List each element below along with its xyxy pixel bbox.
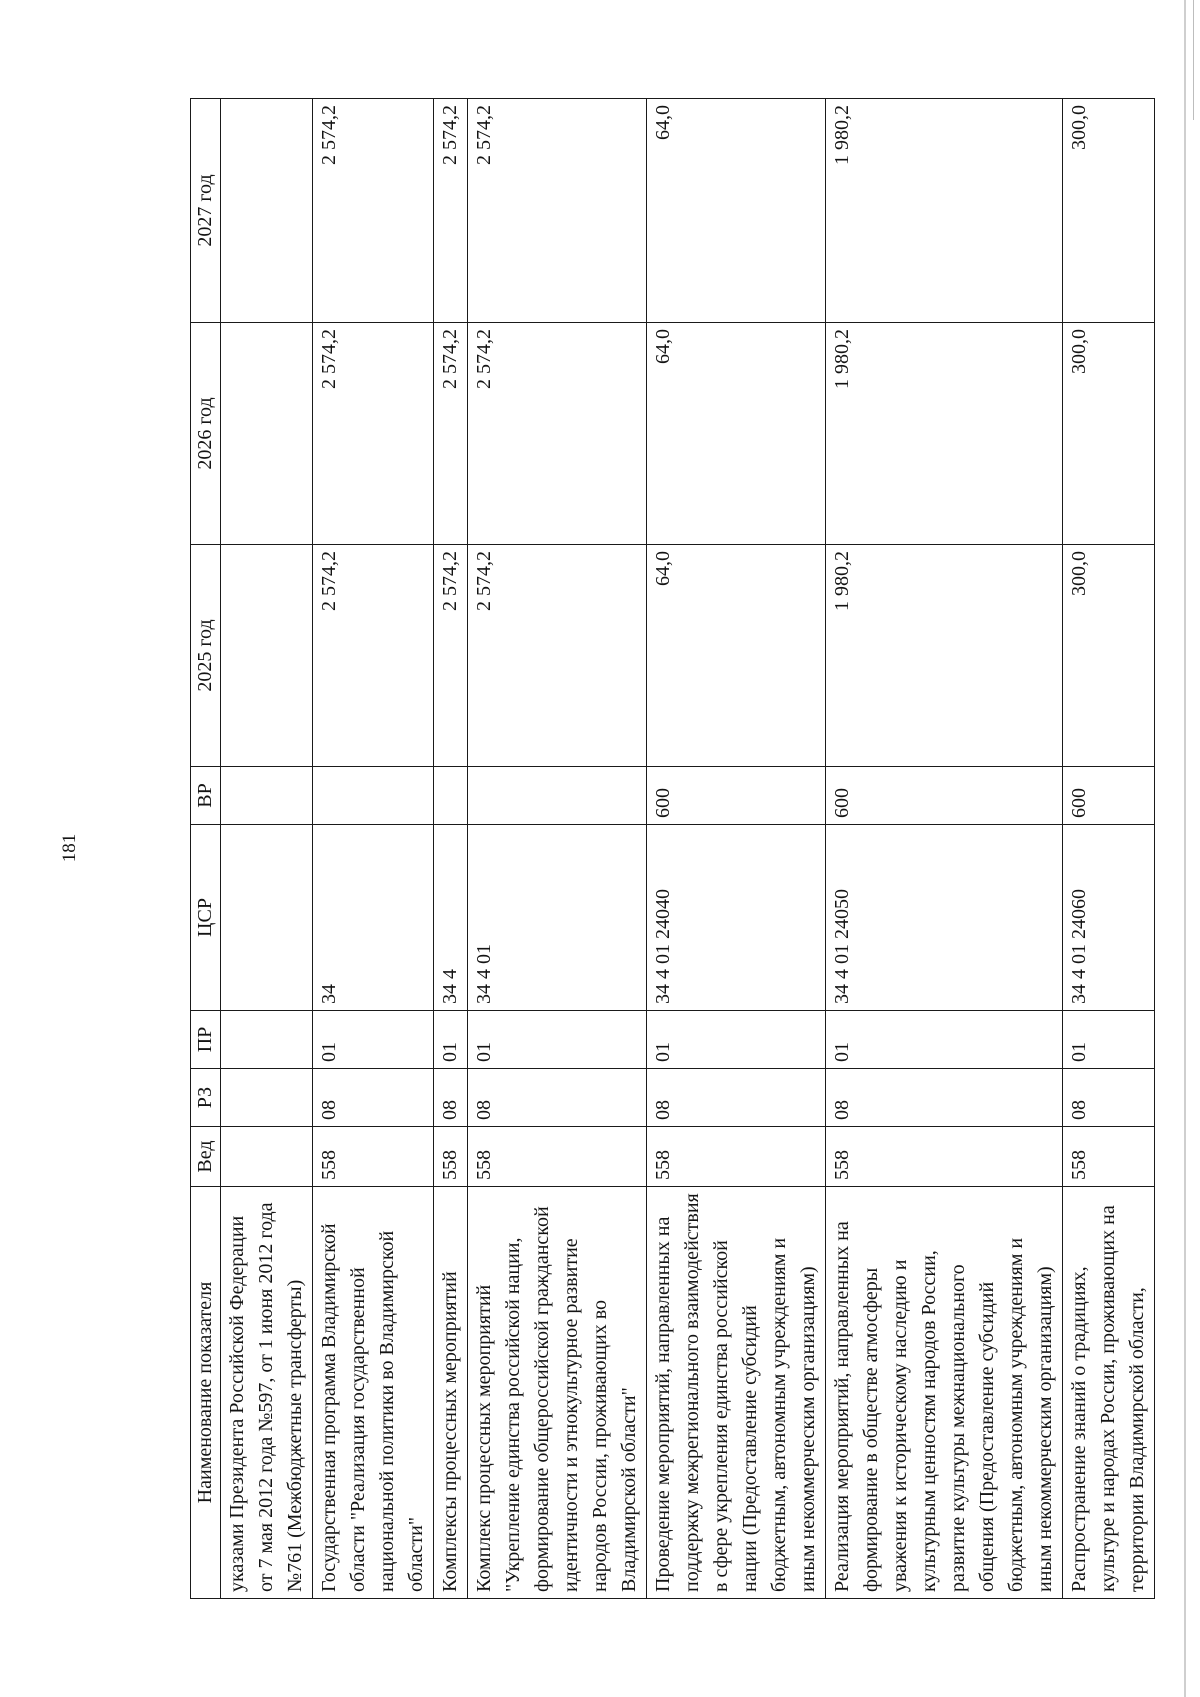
table-header-row [191, 99, 221, 1599]
rotated-table-container [190, 99, 1148, 1599]
header-csr: ЦСР [191, 825, 221, 1011]
cell-vr: 600 [647, 767, 826, 825]
cell-csr: 34 [313, 825, 434, 1011]
cell-rz: 08 [826, 1069, 1063, 1127]
table-row [221, 99, 313, 1599]
cell-2027: 300,0 [1063, 99, 1155, 323]
cell-pr [221, 1011, 313, 1069]
cell-pr: 01 [434, 1011, 468, 1069]
cell-ved: 558 [468, 1127, 647, 1187]
budget-table [190, 98, 1155, 1599]
cell-name: Проведение мероприятий, направленных на поддержку межрегионального взаимодействия в сфере укрепления единства российской нации (Предоставление субсидий бюджетным, автономным учреждениям и иным некоммерческим организациям) [647, 1187, 826, 1599]
cell-rz: 08 [434, 1069, 468, 1127]
cell-pr: 01 [826, 1011, 1063, 1069]
cell-csr: 34 4 [434, 825, 468, 1011]
table-row [468, 99, 647, 1599]
cell-rz: 08 [647, 1069, 826, 1127]
cell-pr: 01 [647, 1011, 826, 1069]
cell-2025: 2 574,2 [468, 545, 647, 767]
cell-2027: 1 980,2 [826, 99, 1063, 323]
cell-name: Реализация мероприятий, направленных на формирование в обществе атмосферы уважения к историческому наследию и культурным ценностям народов России, развитие культуры межнационального общения (Предоставление субсидий бюджетным, автономным учреждениям и иным некоммерческим организациям) [826, 1187, 1063, 1599]
cell-csr: 34 4 01 24040 [647, 825, 826, 1011]
header-pr: ПР [191, 1011, 221, 1069]
cell-pr: 01 [313, 1011, 434, 1069]
cell-2026: 300,0 [1063, 323, 1155, 545]
table-row [826, 99, 1063, 1599]
cell-ved: 558 [826, 1127, 1063, 1187]
cell-csr: 34 4 01 24060 [1063, 825, 1155, 1011]
cell-2027: 2 574,2 [313, 99, 434, 323]
cell-name: Государственная программа Владимирской области "Реализация государственной национальной политики во Владимирской области" [313, 1187, 434, 1599]
cell-vr [468, 767, 647, 825]
cell-csr: 34 4 01 [468, 825, 647, 1011]
cell-ved: 558 [434, 1127, 468, 1187]
cell-rz [221, 1069, 313, 1127]
cell-2026 [221, 323, 313, 545]
table-row [647, 99, 826, 1599]
cell-2027 [221, 99, 313, 323]
header-2026: 2026 год [191, 323, 221, 545]
cell-rz: 08 [468, 1069, 647, 1127]
table-row [313, 99, 434, 1599]
header-vr: ВР [191, 767, 221, 825]
cell-vr [221, 767, 313, 825]
cell-csr: 34 4 01 24050 [826, 825, 1063, 1011]
cell-2026: 2 574,2 [468, 323, 647, 545]
cell-name: Комплекс процессных мероприятий "Укрепление единства российской нации, формирование общероссийской гражданской идентичности и этнокультурное развитие народов России, проживающих во Владимирской области" [468, 1187, 647, 1599]
cell-pr: 01 [1063, 1011, 1155, 1069]
cell-pr: 01 [468, 1011, 647, 1069]
cell-2027: 64,0 [647, 99, 826, 323]
cell-name: Комплексы процессных мероприятий [434, 1187, 468, 1599]
cell-rz: 08 [313, 1069, 434, 1127]
cell-2027: 2 574,2 [434, 99, 468, 323]
cell-2026: 2 574,2 [434, 323, 468, 545]
scan-edge [1184, 0, 1186, 1697]
page-number: 181 [59, 833, 80, 863]
cell-ved: 558 [647, 1127, 826, 1187]
cell-2025: 1 980,2 [826, 545, 1063, 767]
cell-ved: 558 [1063, 1127, 1155, 1187]
cell-ved: 558 [313, 1127, 434, 1187]
cell-2027: 2 574,2 [468, 99, 647, 323]
cell-2025: 2 574,2 [434, 545, 468, 767]
cell-name: указами Президента Российской Федерации от 7 мая 2012 года №597, от 1 июня 2012 года №761 (Межбюджетные трансферты) [221, 1187, 313, 1599]
cell-2026: 2 574,2 [313, 323, 434, 545]
cell-2026: 1 980,2 [826, 323, 1063, 545]
table-row [1063, 99, 1155, 1599]
cell-2025: 64,0 [647, 545, 826, 767]
cell-2025: 2 574,2 [313, 545, 434, 767]
header-rz: РЗ [191, 1069, 221, 1127]
cell-vr [434, 767, 468, 825]
scan-mark [1193, 0, 1194, 120]
cell-csr [221, 825, 313, 1011]
header-ved: Вед [191, 1127, 221, 1187]
header-2027: 2027 год [191, 99, 221, 323]
cell-2025: 300,0 [1063, 545, 1155, 767]
cell-vr: 600 [826, 767, 1063, 825]
table-row [434, 99, 468, 1599]
cell-rz: 08 [1063, 1069, 1155, 1127]
cell-vr [313, 767, 434, 825]
cell-name: Распространение знаний о традициях, культуре и народах России, проживающих на территории Владимирской области, [1063, 1187, 1155, 1599]
cell-2026: 64,0 [647, 323, 826, 545]
cell-ved [221, 1127, 313, 1187]
header-name: Наименование показателя [191, 1187, 221, 1599]
cell-2025 [221, 545, 313, 767]
header-2025: 2025 год [191, 545, 221, 767]
cell-vr: 600 [1063, 767, 1155, 825]
